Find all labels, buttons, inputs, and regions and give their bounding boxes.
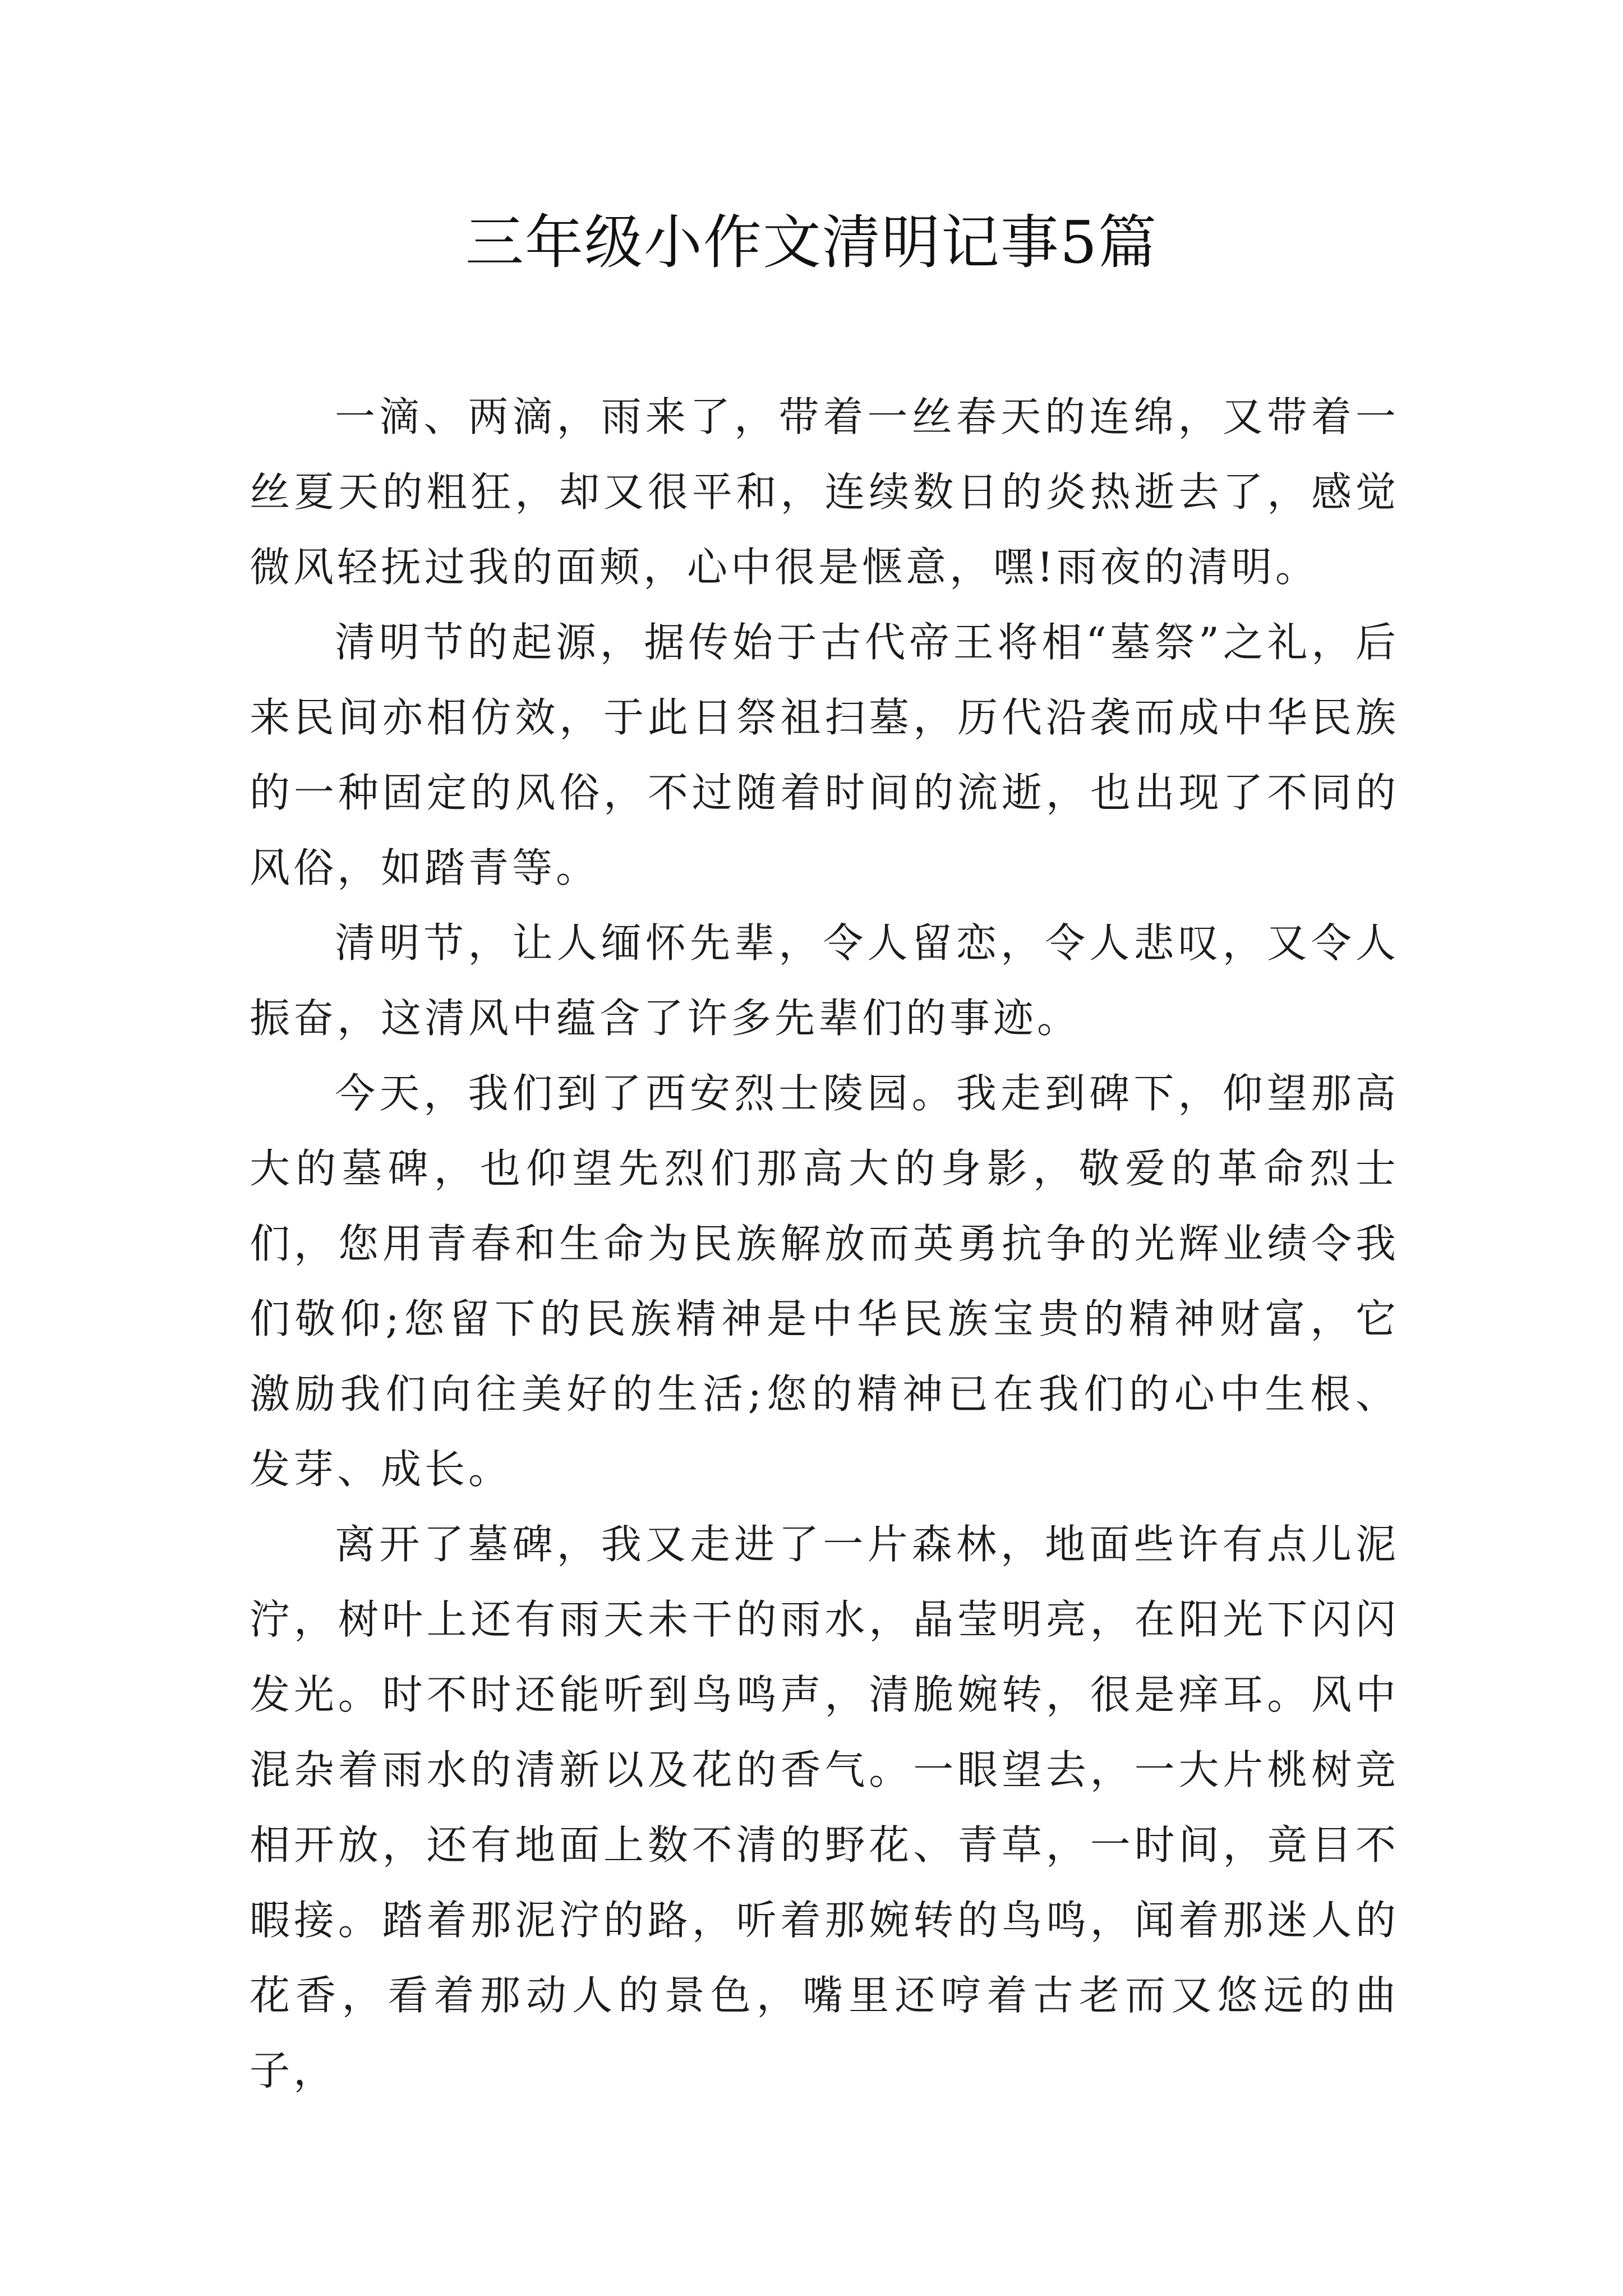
paragraph: 离开了墓碑，我又走进了一片森林，地面些许有点儿泥泞，树叶上还有雨天未干的雨水，晶莹明亮，在阳光下闪闪发光。时不时还能听到鸟鸣声，清脆婉转，很是痒耳。风中混杂着雨水的清新以及花的香气。一眼望去，一大片桃树竞相开放，还有地面上数不清的野花、青草，一时间，竟目不暇接。踏着那泥泞的路，听着那婉转的鸟鸣，闻着那迷人的花香，看着那动人的景色，嘴里还哼着古老而又悠远的曲子，: [250, 1521, 1399, 2094]
document-title: 三年级小作文清明记事5篇: [465, 208, 1158, 277]
paragraph: 一滴、两滴，雨来了，带着一丝春天的连绵，又带着一丝夏天的粗狂，却又很平和，连续数日的炎热逝去了，感觉微风轻抚过我的面颊，心中很是惬意，嘿!雨夜的清明。: [250, 393, 1399, 591]
paragraph: 清明节的起源，据传始于古代帝王将相“墓祭”之礼，后来民间亦相仿效，于此日祭祖扫墓，历代沿袭而成中华民族的一种固定的风俗，不过随着时间的流逝，也出现了不同的风俗，如踏青等。: [250, 619, 1399, 891]
document-body: [250, 379, 1399, 2108]
paragraph: 今天，我们到了西安烈士陵园。我走到碑下，仰望那高大的墓碑，也仰望先烈们那高大的身影，敬爱的革命烈士们，您用青春和生命为民族解放而英勇抗争的光辉业绩令我们敬仰;您留下的民族精神是中华民族宝贵的精神财富，它激励我们向往美好的生活;您的精神已在我们的心中生根、发芽、成长。: [250, 1070, 1399, 1493]
paragraph: 清明节，让人缅怀先辈，令人留恋，令人悲叹，又令人振奋，这清风中蕴含了许多先辈们的事迹。: [250, 919, 1399, 1042]
